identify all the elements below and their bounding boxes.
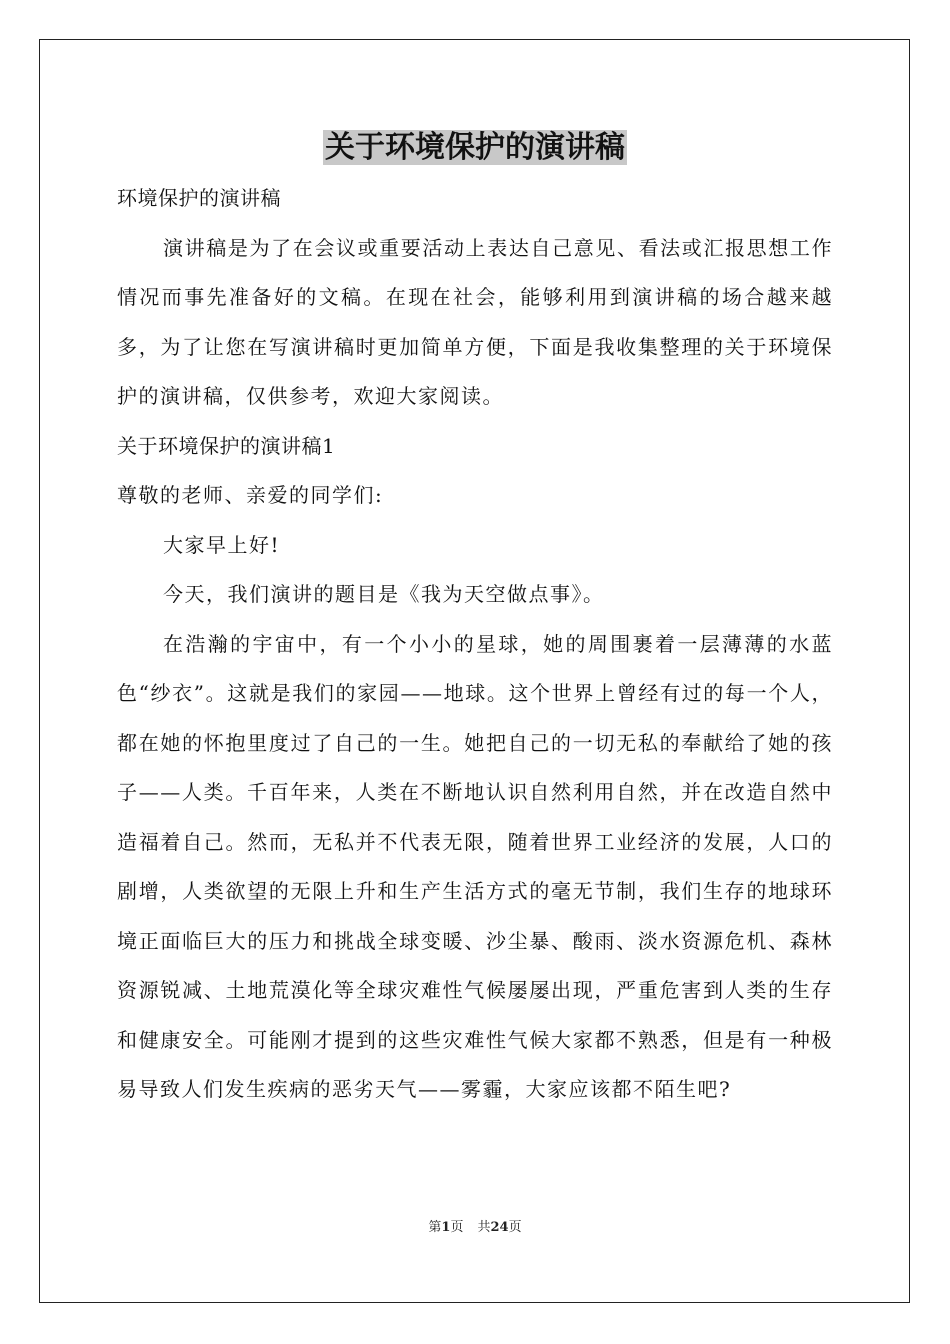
body-paragraph: 在浩瀚的宇宙中，有一个小小的星球，她的周围裹着一层薄薄的水蓝色“纱衣”。这就是我们的家园——地球。这个世界上曾经有过的每一个人，都在她的怀抱里度过了自己的一生。她把自己的一切无私的奉献给了她的孩子——人类。千百年来，人类在不断地认识自然利用自然，并在改造自然中造福着自己。然而，无私并不代表无限，随着世界工业经济的发展，人口的剧增，人类欲望的无限上升和生产生活方式的毫无节制，我们生存的地球环境正面临巨大的压力和挑战全球变暖、沙尘暴、酸雨、淡水资源危机、森林资源锐减、土地荒漠化等全球灾难性气候屡屡出现，严重危害到人类的生存和健康安全。可能刚才提到的这些灾难性气候大家都不熟悉，但是有一种极易导致人们发生疾病的恶劣天气——雾霾，大家应该都不陌生吧? — [117, 631, 833, 1101]
topic-paragraph: 今天，我们演讲的题目是《我为天空做点事》。 — [163, 582, 605, 606]
section-heading: 关于环境保护的演讲稿1 — [117, 433, 336, 458]
greeting: 大家早上好! — [163, 532, 281, 557]
footer-page-prefix: 第 — [428, 1220, 442, 1235]
footer-total-prefix: 共 — [477, 1220, 491, 1235]
intro-paragraph: 演讲稿是为了在会议或重要活动上表达自己意见、看法或汇报思想工作情况而事先准备好的文稿。在现在社会，能够利用到演讲稿的场合越来越多，为了让您在写演讲稿时更加简单方便，下面是我收集整理的关于环境保护的演讲稿，仅供参考，欢迎大家阅读。 — [117, 235, 833, 408]
page-footer — [0, 1218, 950, 1238]
subtitle: 环境保护的演讲稿 — [117, 186, 281, 210]
footer-page-total: 24 — [490, 1220, 509, 1235]
footer-page-current: 1 — [441, 1220, 451, 1235]
salutation: 尊敬的老师、亲爱的同学们: — [117, 483, 384, 507]
document-title-text: 关于环境保护的演讲稿 — [325, 130, 625, 165]
footer-total-suffix: 页 — [508, 1220, 522, 1235]
document-title — [0, 126, 950, 170]
footer-page-suffix: 页 — [450, 1220, 464, 1235]
document-body — [117, 174, 833, 1115]
